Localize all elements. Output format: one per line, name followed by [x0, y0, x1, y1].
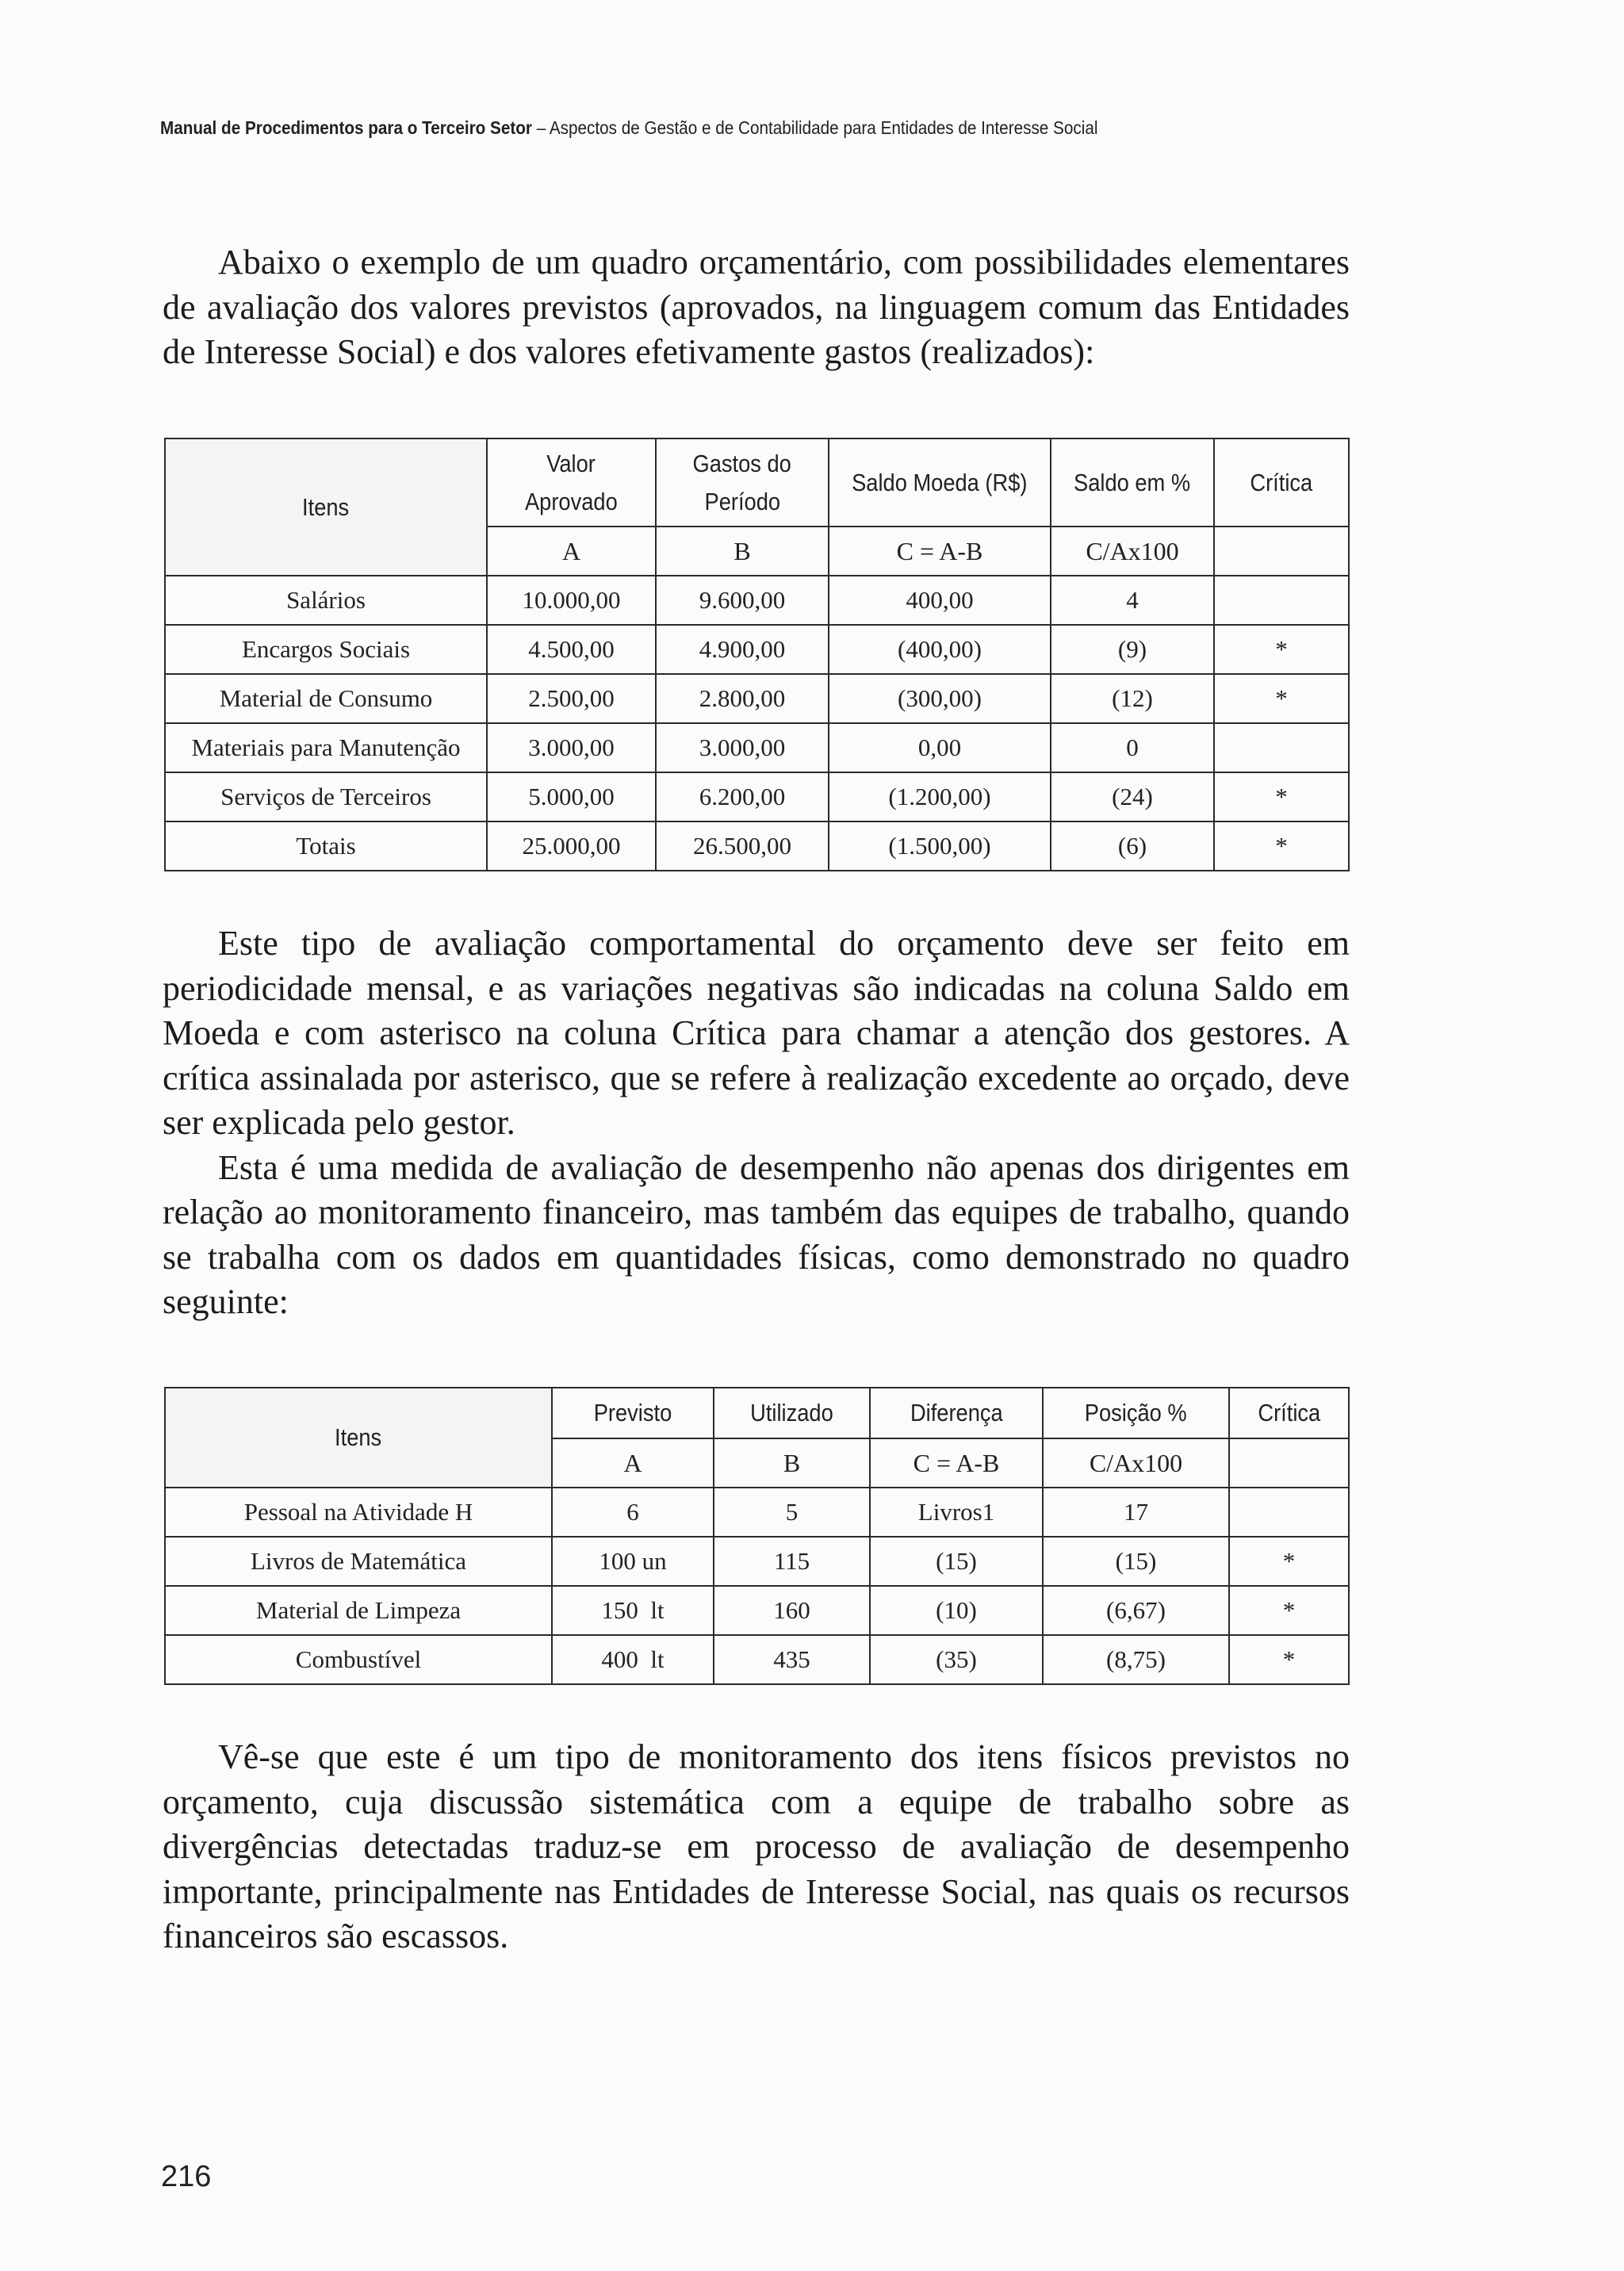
- formula-cell: [1214, 527, 1349, 576]
- item-cell: Serviços de Terceiros: [165, 772, 487, 821]
- saldo-moeda-cell: 0,00: [829, 723, 1051, 772]
- table-row: [165, 723, 1349, 772]
- item-cell: Totais: [165, 821, 487, 871]
- table-row: [165, 674, 1349, 723]
- formula-cell: B: [714, 1438, 870, 1488]
- saldo-pct-cell: 0: [1051, 723, 1214, 772]
- diferenca-cell: (10): [870, 1586, 1043, 1635]
- critica-cell: [1214, 576, 1349, 625]
- item-cell: Encargos Sociais: [165, 625, 487, 674]
- item-cell: Salários: [165, 576, 487, 625]
- table-header-row: [165, 1388, 1349, 1438]
- table-row: [165, 625, 1349, 674]
- intro-paragraph-block: [163, 240, 1350, 375]
- valor-cell: 4.500,00: [487, 625, 656, 674]
- previsto-cell: 400 lt: [552, 1635, 714, 1684]
- table-header-row: [165, 438, 1349, 527]
- col-header-utilizado: Utilizado: [714, 1388, 870, 1438]
- gastos-cell: 3.000,00: [656, 723, 829, 772]
- item-cell: Material de Limpeza: [165, 1586, 552, 1635]
- critica-cell: *: [1229, 1537, 1349, 1586]
- col-header-critica: Crítica: [1214, 438, 1349, 527]
- critica-cell: *: [1229, 1635, 1349, 1684]
- posicao-cell: (8,75): [1043, 1635, 1229, 1684]
- critica-cell: *: [1229, 1586, 1349, 1635]
- formula-cell: A: [487, 527, 656, 576]
- diferenca-cell: (35): [870, 1635, 1043, 1684]
- running-header: [160, 117, 1097, 139]
- header-book-title: Manual de Procedimentos para o Terceiro Setor: [160, 117, 532, 138]
- critica-cell: [1214, 723, 1349, 772]
- critica-cell: *: [1214, 772, 1349, 821]
- col-header-gastos-periodo: Gastos do Período: [656, 438, 829, 527]
- formula-cell: C = A-B: [870, 1438, 1043, 1488]
- item-cell: Pessoal na Atividade H: [165, 1488, 552, 1537]
- utilizado-cell: 115: [714, 1537, 870, 1586]
- valor-cell: 5.000,00: [487, 772, 656, 821]
- critica-cell: *: [1214, 625, 1349, 674]
- closing-paragraph: Vê-se que este é um tipo de monitoramento dos itens físicos previstos no orçamento, cuja discussão sistemática com a equipe de trabalho sobre as divergências detectadas traduz-se em processo de avaliação de desempenho importante, principalmente nas Entidades de Interesse Social, nas quais os recursos financeiros são escassos.: [163, 1737, 1350, 1955]
- table-row: [165, 1537, 1349, 1586]
- middle-paragraph-block: [163, 921, 1350, 1325]
- col-header-valor-aprovado: Valor Aprovado: [487, 438, 656, 527]
- col-header-posicao: Posição %: [1043, 1388, 1229, 1438]
- totals-row: [165, 821, 1349, 871]
- utilizado-cell: 160: [714, 1586, 870, 1635]
- col-header-diferenca: Diferença: [870, 1388, 1043, 1438]
- saldo-pct-cell: 4: [1051, 576, 1214, 625]
- valor-cell: 10.000,00: [487, 576, 656, 625]
- col-header-critica: Crítica: [1229, 1388, 1349, 1438]
- previsto-cell: 6: [552, 1488, 714, 1537]
- col-header-saldo-pct: Saldo em %: [1051, 438, 1214, 527]
- table-row: [165, 576, 1349, 625]
- saldo-moeda-cell: (400,00): [829, 625, 1051, 674]
- utilizado-cell: 435: [714, 1635, 870, 1684]
- formula-cell: C/Ax100: [1051, 527, 1214, 576]
- saldo-pct-cell: (6): [1051, 821, 1214, 871]
- physical-items-table: [164, 1387, 1350, 1685]
- col-header-itens: Itens: [165, 438, 487, 576]
- posicao-cell: (15): [1043, 1537, 1229, 1586]
- header-separator: –: [531, 117, 550, 138]
- posicao-cell: (6,67): [1043, 1586, 1229, 1635]
- table-row: [165, 1488, 1349, 1537]
- col-header-saldo-moeda: Saldo Moeda (R$): [829, 438, 1051, 527]
- valor-cell: 3.000,00: [487, 723, 656, 772]
- formula-cell: C/Ax100: [1043, 1438, 1229, 1488]
- page-number: 216: [161, 2160, 212, 2193]
- formula-cell: A: [552, 1438, 714, 1488]
- utilizado-cell: 5: [714, 1488, 870, 1537]
- gastos-cell: 6.200,00: [656, 772, 829, 821]
- item-cell: Livros de Matemática: [165, 1537, 552, 1586]
- diferenca-cell: Livros1: [870, 1488, 1043, 1537]
- middle-paragraph-2: Esta é uma medida de avaliação de desempenho não apenas dos dirigentes em relação ao monitoramento financeiro, mas também das equipes de trabalho, quando se trabalha com os dados em quantidades físicas, como demonstrado no quadro seguinte:: [163, 1147, 1350, 1321]
- gastos-cell: 9.600,00: [656, 576, 829, 625]
- formula-cell: [1229, 1438, 1349, 1488]
- table-row: [165, 772, 1349, 821]
- saldo-pct-cell: (12): [1051, 674, 1214, 723]
- saldo-pct-cell: (24): [1051, 772, 1214, 821]
- formula-cell: C = A-B: [829, 527, 1051, 576]
- middle-paragraph-1: Este tipo de avaliação comportamental do orçamento deve ser feito em periodicidade mensal, e as variações negativas são indicadas na coluna Saldo em Moeda e com asterisco na coluna Crítica para chamar a atenção dos gestores. A crítica assinalada por asterisco, que se refere à realização excedente ao orçado, deve ser explicada pelo gestor.: [163, 924, 1350, 1142]
- budget-table: [164, 438, 1350, 871]
- valor-cell: 25.000,00: [487, 821, 656, 871]
- gastos-cell: 2.800,00: [656, 674, 829, 723]
- saldo-moeda-cell: (1.500,00): [829, 821, 1051, 871]
- table-row: [165, 1586, 1349, 1635]
- item-cell: Materiais para Manutenção: [165, 723, 487, 772]
- item-cell: Combustível: [165, 1635, 552, 1684]
- intro-paragraph: Abaixo o exemplo de um quadro orçamentário, com possibilidades elementares de avaliação dos valores previstos (aprovados, na linguagem comum das Entidades de Interesse Social) e dos valores efetivamente gastos (realizados):: [163, 243, 1350, 371]
- critica-cell: *: [1214, 821, 1349, 871]
- formula-cell: B: [656, 527, 829, 576]
- gastos-cell: 26.500,00: [656, 821, 829, 871]
- saldo-moeda-cell: 400,00: [829, 576, 1051, 625]
- critica-cell: *: [1214, 674, 1349, 723]
- saldo-moeda-cell: (1.200,00): [829, 772, 1051, 821]
- closing-paragraph-block: [163, 1735, 1350, 1959]
- col-header-previsto: Previsto: [552, 1388, 714, 1438]
- gastos-cell: 4.900,00: [656, 625, 829, 674]
- header-subtitle: Aspectos de Gestão e de Contabilidade para Entidades de Interesse Social: [549, 117, 1098, 138]
- table-row: [165, 1635, 1349, 1684]
- previsto-cell: 100 un: [552, 1537, 714, 1586]
- saldo-pct-cell: (9): [1051, 625, 1214, 674]
- posicao-cell: 17: [1043, 1488, 1229, 1537]
- diferenca-cell: (15): [870, 1537, 1043, 1586]
- critica-cell: [1229, 1488, 1349, 1537]
- saldo-moeda-cell: (300,00): [829, 674, 1051, 723]
- previsto-cell: 150 lt: [552, 1586, 714, 1635]
- item-cell: Material de Consumo: [165, 674, 487, 723]
- col-header-itens: Itens: [165, 1388, 552, 1488]
- valor-cell: 2.500,00: [487, 674, 656, 723]
